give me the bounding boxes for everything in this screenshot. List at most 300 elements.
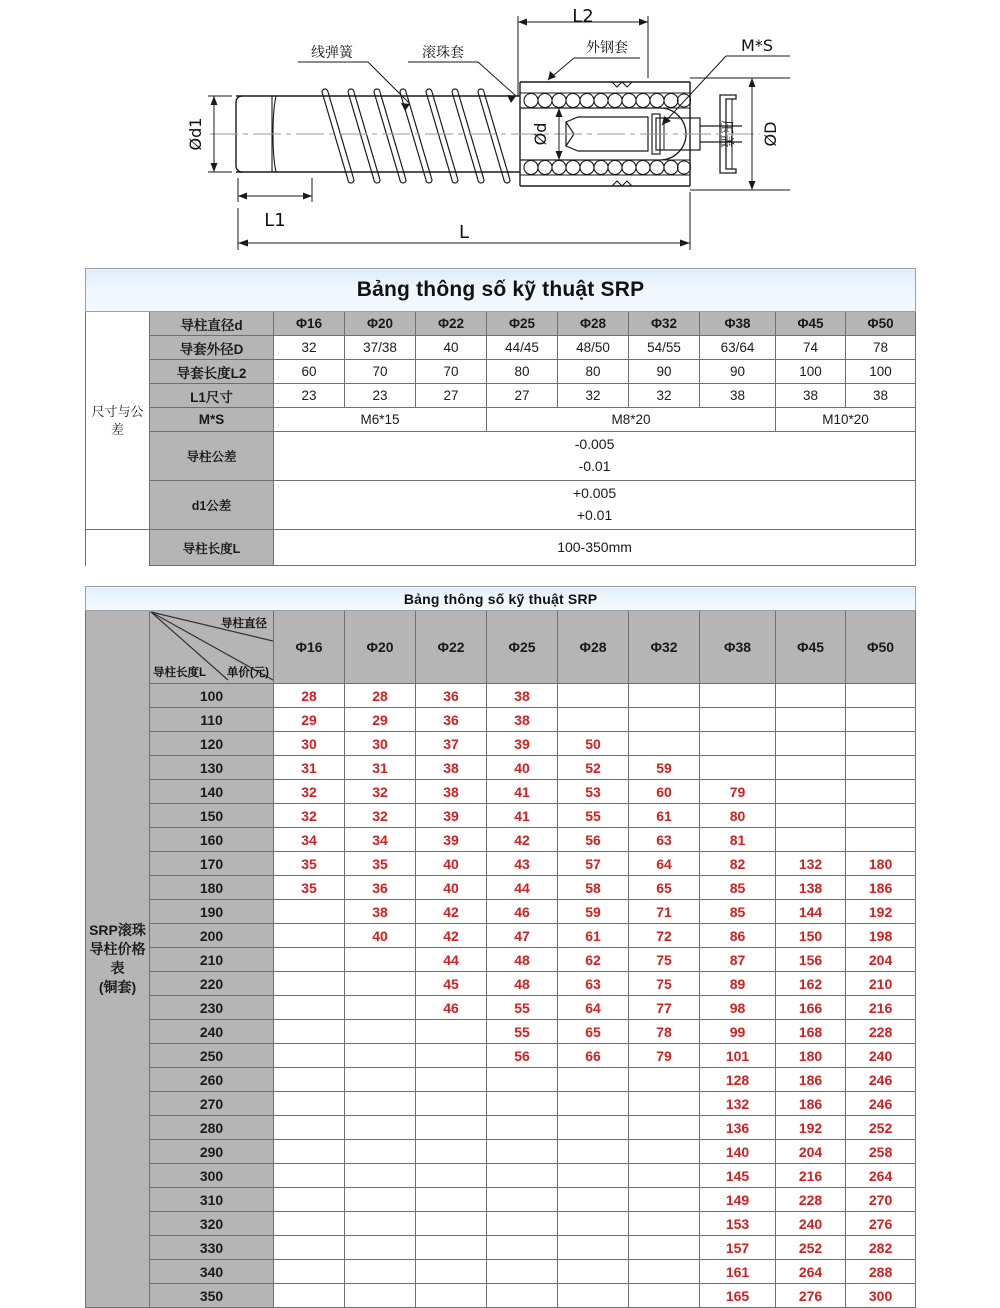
price-cell-empty (558, 1236, 629, 1260)
spec-cell: 32 (629, 384, 700, 408)
spec-row-label: 导柱公差 (150, 432, 274, 481)
spec-cell-tolerance (274, 432, 916, 481)
price-cell: 276 (846, 1212, 916, 1236)
price-cell-empty (345, 972, 416, 996)
price-cell: 38 (487, 708, 558, 732)
price-cell: 45 (416, 972, 487, 996)
price-cell: 85 (700, 900, 776, 924)
price-cell: 145 (700, 1164, 776, 1188)
price-cell-empty (274, 1068, 345, 1092)
spec-cell: Φ50 (846, 312, 916, 336)
price-cell: 79 (629, 1044, 700, 1068)
price-cell-empty (487, 1068, 558, 1092)
price-cell-empty (416, 1044, 487, 1068)
price-cell-empty (846, 756, 916, 780)
price-row-length: 270 (150, 1092, 274, 1116)
price-cell: 138 (776, 876, 846, 900)
price-cell: 48 (487, 972, 558, 996)
price-cell: 55 (487, 996, 558, 1020)
price-cell: 87 (700, 948, 776, 972)
price-cell-empty (487, 1260, 558, 1284)
price-cell-empty (274, 1260, 345, 1284)
price-cell-empty (629, 1236, 700, 1260)
spec-row-L1 (86, 384, 916, 408)
price-cell: 50 (558, 732, 629, 756)
spec-row-D (86, 336, 916, 360)
price-row-length: 120 (150, 732, 274, 756)
price-cell: 270 (846, 1188, 916, 1212)
spec-row-label: 导柱长度L (150, 530, 274, 566)
price-table-row (86, 876, 916, 900)
spec-side-label: 尺寸与公差 (86, 312, 150, 530)
price-cell: 80 (700, 804, 776, 828)
spec-cell: 74 (776, 336, 846, 360)
price-column-header-row (86, 611, 916, 684)
price-cell: 53 (558, 780, 629, 804)
price-cell-empty (416, 1140, 487, 1164)
spec-cell: 100 (846, 360, 916, 384)
price-table-row (86, 1164, 916, 1188)
price-cell-empty (345, 1092, 416, 1116)
price-cell-empty (274, 924, 345, 948)
price-cell: 140 (700, 1140, 776, 1164)
label-gland: 压盖 (718, 120, 734, 148)
dim-L2 (518, 16, 648, 96)
price-table-row (86, 1260, 916, 1284)
price-cell: 71 (629, 900, 700, 924)
spec-cell: 48/50 (558, 336, 629, 360)
tolerance-line-2: +0.01 (576, 507, 613, 523)
price-cell: 66 (558, 1044, 629, 1068)
price-cell-empty (274, 1284, 345, 1308)
price-cell: 264 (846, 1164, 916, 1188)
price-row-length: 160 (150, 828, 274, 852)
price-cell: 228 (846, 1020, 916, 1044)
price-table-row (86, 684, 916, 708)
price-cell-empty (629, 732, 700, 756)
price-cell-empty (776, 732, 846, 756)
price-cell-empty (416, 1236, 487, 1260)
spec-cell: 38 (700, 384, 776, 408)
price-cell: 157 (700, 1236, 776, 1260)
price-cell: 46 (416, 996, 487, 1020)
price-cell: 82 (700, 852, 776, 876)
price-cell: 38 (345, 900, 416, 924)
price-cell-empty (345, 996, 416, 1020)
price-cell: 47 (487, 924, 558, 948)
price-col-header: Φ22 (416, 611, 487, 684)
tolerance-line-1: -0.005 (574, 436, 615, 453)
spec-cell-ms: M6*15 (274, 408, 487, 432)
price-cell-empty (776, 828, 846, 852)
price-row-length: 180 (150, 876, 274, 900)
price-table-row (86, 1212, 916, 1236)
price-cell: 165 (700, 1284, 776, 1308)
price-side-label (86, 611, 150, 1308)
price-cell: 63 (558, 972, 629, 996)
price-cell-empty (846, 780, 916, 804)
price-table-row (86, 1068, 916, 1092)
table-gap (0, 566, 1000, 586)
price-cell: 150 (776, 924, 846, 948)
price-cell-empty (274, 1236, 345, 1260)
price-cell: 56 (487, 1044, 558, 1068)
price-cell-empty (776, 756, 846, 780)
label-dia-d1: Ød1 (186, 117, 205, 151)
price-cell-empty (558, 1260, 629, 1284)
price-cell-empty (345, 1020, 416, 1044)
price-cell-empty (416, 1164, 487, 1188)
price-cell: 240 (846, 1044, 916, 1068)
price-cell: 180 (776, 1044, 846, 1068)
spec-cell: 32 (274, 336, 345, 360)
price-row-length: 310 (150, 1188, 274, 1212)
price-cell: 28 (345, 684, 416, 708)
price-cell: 75 (629, 972, 700, 996)
price-cell-empty (487, 1164, 558, 1188)
price-cell: 99 (700, 1020, 776, 1044)
label-wire-spring: 线弹簧 (311, 45, 353, 61)
price-row-length: 210 (150, 948, 274, 972)
price-cell: 136 (700, 1116, 776, 1140)
price-cell: 144 (776, 900, 846, 924)
price-cell: 30 (345, 732, 416, 756)
spec-row-length (86, 530, 916, 566)
price-cell: 31 (274, 756, 345, 780)
price-cell-empty (629, 1164, 700, 1188)
spec-row-tol-d (86, 432, 916, 481)
price-cell: 198 (846, 924, 916, 948)
price-cell-empty (416, 1020, 487, 1044)
price-cell: 168 (776, 1020, 846, 1044)
price-cell: 186 (776, 1092, 846, 1116)
price-cell: 28 (274, 684, 345, 708)
price-cell-empty (487, 1140, 558, 1164)
spec-cell: Φ22 (416, 312, 487, 336)
price-cell: 65 (629, 876, 700, 900)
price-cell-empty (487, 1116, 558, 1140)
price-cell-empty (629, 1140, 700, 1164)
price-cell-empty (345, 1116, 416, 1140)
price-cell: 35 (274, 852, 345, 876)
dim-L1 (238, 178, 312, 202)
drawing-svg (0, 0, 1000, 268)
price-cell-empty (416, 1092, 487, 1116)
price-cell: 128 (700, 1068, 776, 1092)
price-cell: 72 (629, 924, 700, 948)
price-cell-empty (416, 1284, 487, 1308)
spec-cell: 27 (487, 384, 558, 408)
spec-cell: 27 (416, 384, 487, 408)
label-outer-sleeve: 外钢套 (586, 40, 628, 56)
spec-cell: 90 (700, 360, 776, 384)
spec-row-label: 导套外径D (150, 336, 274, 360)
price-cell-empty (274, 1164, 345, 1188)
price-cell-empty (487, 1212, 558, 1236)
price-cell: 55 (558, 804, 629, 828)
price-col-header: Φ20 (345, 611, 416, 684)
price-table-row (86, 1092, 916, 1116)
price-cell: 210 (846, 972, 916, 996)
price-cell: 36 (345, 876, 416, 900)
price-cell: 153 (700, 1212, 776, 1236)
price-row-length: 290 (150, 1140, 274, 1164)
price-cell-empty (274, 996, 345, 1020)
price-cell: 166 (776, 996, 846, 1020)
price-row-length: 170 (150, 852, 274, 876)
price-cell-empty (345, 1212, 416, 1236)
price-cell: 246 (846, 1068, 916, 1092)
price-cell-empty (274, 1044, 345, 1068)
price-cell-empty (629, 684, 700, 708)
price-cell-empty (274, 900, 345, 924)
price-table-row (86, 780, 916, 804)
price-cell: 58 (558, 876, 629, 900)
price-cell: 61 (558, 924, 629, 948)
price-cell: 39 (416, 804, 487, 828)
price-cell: 86 (700, 924, 776, 948)
price-cell: 132 (776, 852, 846, 876)
spec-cell: 23 (274, 384, 345, 408)
price-cell: 41 (487, 804, 558, 828)
price-cell-empty (345, 1044, 416, 1068)
spec-cell: Φ25 (487, 312, 558, 336)
price-cell-empty (776, 684, 846, 708)
price-cell: 32 (345, 780, 416, 804)
price-cell: 40 (416, 852, 487, 876)
price-title-row (86, 587, 916, 611)
price-cell-empty (274, 1020, 345, 1044)
spec-row-L2 (86, 360, 916, 384)
price-cell: 246 (846, 1092, 916, 1116)
spec-cell: Φ28 (558, 312, 629, 336)
price-cell-empty (345, 1284, 416, 1308)
price-cell: 77 (629, 996, 700, 1020)
price-cell: 85 (700, 876, 776, 900)
price-col-header: Φ25 (487, 611, 558, 684)
price-cell: 59 (629, 756, 700, 780)
technical-drawing (0, 0, 1000, 268)
price-row-length: 300 (150, 1164, 274, 1188)
corner-label-length: 导柱长度L (153, 667, 207, 679)
price-cell: 62 (558, 948, 629, 972)
price-cell: 101 (700, 1044, 776, 1068)
price-table-row (86, 804, 916, 828)
price-cell-empty (776, 708, 846, 732)
price-cell: 276 (776, 1284, 846, 1308)
price-row-length: 320 (150, 1212, 274, 1236)
price-cell-empty (345, 1236, 416, 1260)
spec-cell: 63/64 (700, 336, 776, 360)
corner-label-diameter: 导柱直径 (221, 618, 267, 630)
price-cell: 36 (416, 684, 487, 708)
price-col-header: Φ38 (700, 611, 776, 684)
price-cell: 204 (846, 948, 916, 972)
price-cell: 216 (846, 996, 916, 1020)
price-row-length: 250 (150, 1044, 274, 1068)
price-cell-empty (558, 708, 629, 732)
spec-cell: 32 (558, 384, 629, 408)
price-cell: 252 (776, 1236, 846, 1260)
price-cell-empty (274, 1092, 345, 1116)
spec-cell: 80 (558, 360, 629, 384)
spec-cell: 23 (345, 384, 416, 408)
price-cell-empty (846, 804, 916, 828)
price-cell: 44 (487, 876, 558, 900)
price-cell: 40 (345, 924, 416, 948)
price-table-row (86, 732, 916, 756)
price-cell-empty (345, 1260, 416, 1284)
price-cell: 240 (776, 1212, 846, 1236)
price-cell: 252 (846, 1116, 916, 1140)
spec-cell: 90 (629, 360, 700, 384)
price-cell: 43 (487, 852, 558, 876)
spec-cell: 78 (846, 336, 916, 360)
price-cell: 192 (776, 1116, 846, 1140)
spec-row-label: L1尺寸 (150, 384, 274, 408)
price-row-length: 330 (150, 1236, 274, 1260)
price-cell-empty (629, 708, 700, 732)
price-cell: 29 (345, 708, 416, 732)
price-corner-cell (150, 611, 274, 684)
spec-cell: Φ16 (274, 312, 345, 336)
spec-table (85, 268, 916, 566)
spec-cell: 38 (776, 384, 846, 408)
price-cell: 156 (776, 948, 846, 972)
price-cell: 264 (776, 1260, 846, 1284)
price-cell: 30 (274, 732, 345, 756)
price-row-length: 140 (150, 780, 274, 804)
price-cell: 216 (776, 1164, 846, 1188)
label-L2: L2 (572, 6, 594, 27)
price-cell: 38 (487, 684, 558, 708)
spec-title-row (86, 269, 916, 312)
spec-cell-tolerance (274, 481, 916, 530)
price-cell-empty (846, 828, 916, 852)
price-cell: 98 (700, 996, 776, 1020)
price-row-length: 240 (150, 1020, 274, 1044)
price-table-row (86, 972, 916, 996)
price-cell: 55 (487, 1020, 558, 1044)
price-cell: 44 (416, 948, 487, 972)
price-table-row (86, 852, 916, 876)
spec-cell: 40 (416, 336, 487, 360)
price-cell-empty (846, 708, 916, 732)
price-cell: 35 (274, 876, 345, 900)
price-cell: 42 (487, 828, 558, 852)
price-cell: 64 (629, 852, 700, 876)
spec-cell: 70 (416, 360, 487, 384)
tolerance-line-1: +0.005 (572, 485, 617, 502)
price-cell: 39 (487, 732, 558, 756)
price-table-row (86, 756, 916, 780)
price-cell-empty (558, 1164, 629, 1188)
price-table-row (86, 1020, 916, 1044)
price-table-row (86, 996, 916, 1020)
price-cell: 32 (274, 804, 345, 828)
price-side-line: (铜套) (98, 978, 137, 995)
spec-row-tol-d1 (86, 481, 916, 530)
spec-cell: 80 (487, 360, 558, 384)
price-side-line: 表 (110, 960, 125, 976)
label-ball-bushing: 滚珠套 (422, 45, 464, 61)
price-cell-empty (629, 1116, 700, 1140)
price-cell: 52 (558, 756, 629, 780)
price-cell-empty (846, 684, 916, 708)
spec-cell-ms: M10*20 (776, 408, 916, 432)
corner-label-unit-price: 单价(元) (226, 667, 269, 679)
price-row-length: 280 (150, 1116, 274, 1140)
label-dia-D: ØD (761, 121, 780, 147)
spec-cell: 54/55 (629, 336, 700, 360)
spec-cell: 37/38 (345, 336, 416, 360)
price-cell: 37 (416, 732, 487, 756)
wire-spring-coils (322, 89, 510, 183)
price-cell-empty (416, 1260, 487, 1284)
price-cell-empty (558, 1140, 629, 1164)
price-cell: 60 (629, 780, 700, 804)
price-cell-empty (558, 1116, 629, 1140)
price-cell-empty (274, 972, 345, 996)
price-cell-empty (274, 948, 345, 972)
price-cell-empty (558, 1068, 629, 1092)
price-cell-empty (274, 1140, 345, 1164)
price-row-length: 100 (150, 684, 274, 708)
price-cell-empty (274, 1212, 345, 1236)
price-cell-empty (345, 1140, 416, 1164)
price-cell-empty (274, 1116, 345, 1140)
price-cell-empty (629, 1068, 700, 1092)
price-cell: 162 (776, 972, 846, 996)
price-cell: 34 (274, 828, 345, 852)
price-table-row (86, 1044, 916, 1068)
price-cell-empty (487, 1236, 558, 1260)
price-cell: 29 (274, 708, 345, 732)
price-cell: 48 (487, 948, 558, 972)
price-cell: 46 (487, 900, 558, 924)
price-col-header: Φ16 (274, 611, 345, 684)
spec-table-wrap (85, 268, 915, 566)
price-cell: 34 (345, 828, 416, 852)
price-cell: 42 (416, 924, 487, 948)
price-cell: 300 (846, 1284, 916, 1308)
price-cell: 282 (846, 1236, 916, 1260)
price-cell-empty (776, 780, 846, 804)
price-cell: 81 (700, 828, 776, 852)
spec-cell: 60 (274, 360, 345, 384)
price-cell-empty (700, 684, 776, 708)
price-cell: 42 (416, 900, 487, 924)
spec-cell: Φ32 (629, 312, 700, 336)
price-cell-empty (345, 948, 416, 972)
price-cell: 186 (776, 1068, 846, 1092)
price-table-row (86, 948, 916, 972)
price-cell-empty (629, 1212, 700, 1236)
price-cell-empty (345, 1068, 416, 1092)
price-cell-empty (558, 1212, 629, 1236)
price-cell-empty (629, 1092, 700, 1116)
tolerance-line-2: -0.01 (578, 458, 611, 474)
price-row-length: 220 (150, 972, 274, 996)
price-cell: 89 (700, 972, 776, 996)
price-col-header: Φ28 (558, 611, 629, 684)
spec-cell: Φ38 (700, 312, 776, 336)
spec-cell: Φ45 (776, 312, 846, 336)
price-cell-empty (558, 684, 629, 708)
price-row-length: 200 (150, 924, 274, 948)
price-cell: 64 (558, 996, 629, 1020)
price-table-row (86, 1140, 916, 1164)
